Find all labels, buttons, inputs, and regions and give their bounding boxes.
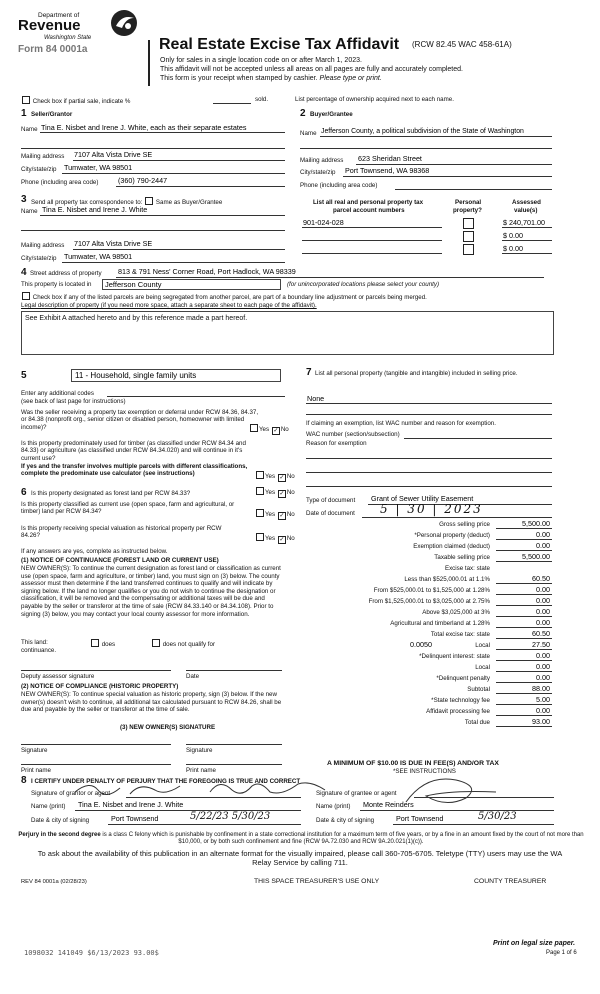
buyer-city[interactable]: Port Townsend, WA 98368 (345, 166, 430, 175)
tax-row-2-value[interactable]: 0.00 (536, 541, 550, 550)
tax-row-0-label: Gross selling price (439, 521, 490, 528)
reason-line-3[interactable] (306, 486, 552, 487)
parcel-acct-1[interactable]: 901-024-028 (303, 218, 344, 227)
tax-fee-0-value[interactable]: 0.00 (536, 651, 550, 660)
tax-row-3-label: Taxable selling price (434, 554, 490, 561)
does-not-checkbox[interactable] (152, 639, 160, 647)
tax-fee-0-label: *Delinquent interest: state (419, 653, 490, 660)
header-divider (148, 40, 150, 86)
tax-bracket-3-label: Above $3,025,000 at 3% (422, 609, 490, 616)
buyer-name-line (320, 136, 552, 137)
seller-city-label: City/state/zip (21, 166, 57, 173)
yes-label: Yes (265, 511, 276, 518)
if-yes-note: If any answers are yes, complete as instructed below. (21, 548, 168, 555)
personal-property-line-2 (306, 414, 552, 415)
street-addr[interactable]: 813 & 791 Ness' Corner Road, Port Hadlock, WA 98339 (118, 267, 296, 276)
q-exemption-no-checkbox[interactable]: ✓ (273, 428, 279, 434)
perjury-notice (18, 832, 584, 846)
parcel-acct-line-2 (302, 240, 442, 241)
tax-fee-6-label: Total due (464, 719, 490, 726)
s3-name-label: Name (21, 208, 38, 215)
legal-desc-label: Legal description of property (if you need more space, attach a separate sheet to each page of the affidavit). (21, 302, 317, 309)
tax-fee-2-value[interactable]: 0.00 (536, 673, 550, 682)
header-line-3 (160, 75, 382, 83)
no-label: No (286, 535, 295, 542)
parcel-value-line-2 (502, 240, 552, 241)
does-not-option (151, 639, 215, 649)
does-label: does (101, 641, 116, 648)
owner-print-line-1[interactable] (21, 764, 171, 765)
header-line-3-italic: Please type or print. (319, 75, 382, 82)
grantor-name-label: Name (print) (31, 803, 66, 810)
q-historic-yes-checkbox[interactable] (256, 533, 264, 541)
section-2-number: 2 (300, 108, 306, 119)
parcel-value-1[interactable]: $ 240,701.00 (503, 218, 545, 227)
same-as-buyer-label: Same as Buyer/Grantee (155, 199, 223, 206)
q-timber-text: Is this property predominately used for timber (as classified under RCW 84.34 and 84.33) or agriculture (as classified under RCW 84.34.020) and will continue in it's current use? (21, 440, 246, 462)
recording-stamp: 1098032 141049 $6/13/2023 93.00$ (24, 949, 159, 957)
tax-bracket-4-label: Agricultural and timberland at 1.28% (390, 620, 490, 627)
located-label: This property is located in (21, 281, 92, 288)
ownership-note: List percentage of ownership acquired next to each name. (295, 96, 454, 103)
parcel-header-2: Personal (455, 199, 482, 206)
dept-big: Revenue (18, 17, 81, 34)
street-addr-line (116, 277, 544, 278)
local-line (496, 649, 552, 650)
use-code-select[interactable] (71, 369, 281, 382)
deputy-date-line[interactable] (186, 670, 282, 671)
deputy-signature-label: Deputy assessor signature (21, 673, 95, 680)
tax-row-2-line (496, 550, 552, 551)
grantor-date-line (108, 824, 301, 825)
s3-blank-line (21, 230, 285, 231)
notice-2-text: NEW OWNER(S): To continue special valuation as historic property, sign (3) below. If the new owner(s) doesn't wish to continue, all additional tax calculated pursuant to RCW 84.26, shall be due and payable by the seller or transferor at the time of sale. (21, 691, 282, 714)
legal-paper-note: Print on legal size paper. (493, 940, 576, 947)
partial-sale-checkbox[interactable] (22, 96, 30, 104)
header-line-3-text: This form is your receipt when stamped by cashier. (160, 75, 318, 82)
personal-property-label: List all personal property (tangible and intangible) included in selling price. (315, 370, 518, 377)
buyer-name-label: Name (300, 130, 317, 137)
partial-sold: sold. (255, 96, 269, 103)
deputy-signature-line[interactable] (21, 670, 171, 671)
q-current-use-text: Is this property classified as current use (open space, farm and agricultural, or timber) land per RCW 84.34? (21, 501, 235, 516)
grantee-date-line (393, 824, 554, 825)
grantee-name[interactable]: Monte Reinders (363, 800, 414, 809)
tax-row-1-value[interactable]: 0.00 (536, 530, 550, 539)
grantee-city[interactable]: Port Townsend (396, 814, 444, 823)
yes-label: Yes (265, 535, 276, 542)
buyer-addr-line (356, 164, 552, 165)
q-timber-yes-checkbox[interactable] (256, 471, 264, 479)
personal-property-value[interactable]: None (307, 394, 325, 403)
revision: REV 84 0001a (02/28/23) (21, 879, 87, 885)
grantor-city[interactable]: Port Townsend (111, 814, 159, 823)
tax-total-state-label: Total excise tax: state (430, 631, 490, 638)
see-instructions: *SEE INSTRUCTIONS (393, 768, 456, 775)
q-current-use-no-checkbox[interactable]: ✓ (279, 513, 285, 519)
wac-label: WAC number (section/subsection) (306, 431, 400, 438)
additional-codes-line[interactable] (107, 396, 285, 397)
doc-date-label: Date of document (306, 510, 355, 517)
tax-total-state-value[interactable]: 60.50 (532, 629, 550, 638)
section-7-number: 7 (306, 367, 312, 378)
dept-small: Department of (38, 12, 80, 19)
s3-city-label: City/state/zip (21, 255, 57, 262)
unincorp-note: (for unincorporated locations please select your county) (287, 281, 440, 288)
does-checkbox[interactable] (91, 639, 99, 647)
q-forest-text: Is this property designated as forest land per RCW 84.33? (31, 490, 191, 497)
tax-bracket-0-label: Less than $525,000.01 at 1.1% (404, 576, 490, 583)
section-6-number: 6 (21, 487, 27, 498)
segregated-row (21, 292, 427, 302)
county-value: Jefferson County (105, 280, 162, 289)
deputy-date-label: Date (186, 673, 200, 680)
seller-city-line (62, 173, 285, 174)
buyer-heading: Buyer/Grantee (310, 111, 353, 118)
tax-row-1-label: *Personal property (deduct) (414, 532, 490, 539)
form-number: Form 84 0001a (18, 44, 88, 55)
grantor-date-label: Date & city of signing (31, 817, 90, 824)
tax-fee-6-line (496, 726, 552, 727)
see-back-note: (see back of last page for instructions) (21, 398, 126, 405)
tax-fee-1-label: Local (475, 664, 490, 671)
tax-fee-2-line (496, 682, 552, 683)
tax-row-0-line (496, 528, 552, 529)
excise-tax-state-label: Excise tax: state (444, 565, 490, 572)
tax-bracket-1-line (496, 594, 552, 595)
s3-name-line (40, 215, 285, 216)
grantor-sig-label: Signature of grantor or agent (31, 790, 111, 797)
seller-addr[interactable]: 7107 Alta Vista Drive SE (74, 150, 153, 159)
buyer-addr[interactable]: 623 Sheridan Street (358, 154, 422, 163)
tax-fee-5-value[interactable]: 0.00 (536, 706, 550, 715)
certify-text: I CERTIFY UNDER PENALTY OF PERJURY THAT THE FOREGOING IS TRUE AND CORRECT (31, 778, 301, 785)
q-timber-bold: If yes and the transfer involves multiple parcels with different classifications, complete the predominate use calculator (see instructions) (21, 463, 248, 478)
tax-correspondence-label: Send all property tax correspondence to: (31, 199, 143, 206)
tax-bracket-0-value[interactable]: 60.50 (532, 574, 550, 583)
owner-sig-label-2: Signature (186, 747, 213, 754)
same-as-buyer-checkbox[interactable] (145, 197, 153, 205)
additional-codes-label: Enter any additional codes (21, 390, 94, 397)
section-8-number: 8 (21, 775, 27, 786)
doc-date[interactable]: 5 | 30 | 2023 (380, 502, 483, 516)
tax-fee-5-line (496, 715, 552, 716)
no-label: No (286, 511, 295, 518)
grantor-date[interactable]: 5/22/23 5/30/23 (190, 811, 271, 822)
seller-phone-line (116, 186, 285, 187)
parcel-acct-line-3 (302, 253, 442, 254)
tax-fee-3-line (496, 693, 552, 694)
seller-name-line (40, 132, 285, 133)
q-exemption-yes-checkbox[interactable] (250, 424, 258, 432)
grantee-date[interactable]: 5/30/23 (478, 811, 517, 822)
parcel-value-3[interactable]: $ 0.00 (503, 244, 523, 253)
q-timber-answer (255, 471, 295, 482)
buyer-blank-line (300, 148, 552, 149)
form-rcw: (RCW 82.45 WAC 458-61A) (412, 40, 512, 49)
header-line-1: Only for sales in a single location code on or after March 1, 2023. (160, 57, 362, 64)
minimum-note: A MINIMUM OF $10.00 IS DUE IN FEE(S) AND/OR TAX (327, 760, 499, 767)
section-4-number: 4 (21, 267, 27, 278)
buyer-phone-line (395, 189, 552, 190)
buyer-addr-label: Mailing address (300, 157, 344, 164)
q-current-use-answer (255, 509, 295, 520)
tax-bracket-2-value[interactable]: 0.00 (536, 596, 550, 605)
q-exemption-text: Was the seller receiving a property tax exemption or deferral under RCW 84.36, 84.37, or 84.38 (nonprofit org., senior citizen or disabled person, homeowner with limited income)? (21, 409, 259, 431)
tax-calculation (300, 521, 554, 751)
partial-percent-field[interactable] (213, 103, 251, 104)
tax-fee-4-value[interactable]: 5.00 (536, 695, 550, 704)
owner-sig-line-2[interactable] (186, 744, 282, 745)
tax-fee-2-label: *Delinquent penalty (436, 675, 490, 682)
notice-3-title: (3) NEW OWNER(S) SIGNATURE (120, 724, 216, 731)
notice-2-title: (2) NOTICE OF COMPLIANCE (HISTORIC PROPERTY) (21, 683, 179, 690)
does-option (90, 639, 115, 649)
parcel-header-1: List all real and personal property tax (313, 199, 424, 206)
s3-city-line (62, 262, 285, 263)
seller-phone-label: Phone (including area code) (21, 179, 99, 186)
parcel-header-3: Assessed (512, 199, 541, 206)
tax-fee-3-label: Subtotal (467, 686, 490, 693)
tax-row-3-line (496, 561, 552, 562)
tax-fee-4-line (496, 704, 552, 705)
wac-line[interactable] (404, 438, 552, 439)
legal-description-text: See Exhibit A attached hereto and by this reference made a part hereof. (25, 315, 248, 322)
q-forest-yes-checkbox[interactable] (256, 487, 264, 495)
tax-bracket-1-value[interactable]: 0.00 (536, 585, 550, 594)
segregated-checkbox[interactable] (22, 292, 30, 300)
doc-date-line (362, 517, 552, 518)
section-3-number: 3 (21, 194, 27, 205)
grantee-name-label: Name (print) (316, 803, 351, 810)
parcel-value-line-3 (502, 253, 552, 254)
seller-addr-label: Mailing address (21, 153, 65, 160)
partial-sale-row (21, 96, 130, 106)
buyer-phone-label: Phone (including area code) (300, 182, 378, 189)
seller-name-label: Name (21, 126, 38, 133)
state-label: Washington State (44, 35, 92, 41)
grantee-date-label: Date & city of signing (316, 817, 375, 824)
treasurer-use: THIS SPACE TREASURER'S USE ONLY (254, 878, 380, 885)
parcel-header-1b: parcel account numbers (333, 207, 405, 214)
q-historic-text: Is this property receiving special valuation as historical property per RCW 84.26? (21, 525, 222, 540)
grantee-sig-label: Signature of grantee or agent (316, 790, 397, 797)
tax-fee-3-value[interactable]: 88.00 (532, 684, 550, 693)
q-historic-answer (255, 533, 295, 544)
grantor-name[interactable]: Tina E. Nisbet and Irene J. White (78, 800, 184, 809)
perjury-bold: Perjury in the second degree (18, 832, 101, 838)
reason-line-1[interactable] (306, 458, 552, 459)
personal-property-checkbox-1[interactable] (463, 218, 474, 229)
seller-name[interactable]: Tina E. Nisbet and Irene J. White, each as their separate estates (41, 123, 247, 132)
tax-bracket-3-value[interactable]: 0.00 (536, 607, 550, 616)
personal-property-line-1 (306, 403, 552, 404)
personal-property-checkbox-3[interactable] (463, 244, 474, 255)
q-forest-no-checkbox[interactable]: ✓ (279, 491, 285, 497)
street-addr-label: Street address of property (30, 270, 102, 277)
dor-logo (16, 8, 146, 92)
tax-bracket-3-line (496, 616, 552, 617)
grantee-name-line (360, 810, 554, 811)
tax-bracket-0-line (496, 583, 552, 584)
owner-sig-line-1[interactable] (21, 744, 171, 745)
tax-fee-5-label: Affidavit processing fee (426, 708, 490, 715)
section-1-number: 1 (21, 108, 27, 119)
q-current-use-yes-checkbox[interactable] (256, 509, 264, 517)
this-land-label: This land: (21, 639, 48, 646)
q-forest-answer (255, 487, 295, 498)
s3-city[interactable]: Tumwater, WA 98501 (64, 252, 133, 261)
doc-type-label: Type of document (306, 497, 356, 504)
yes-label: Yes (265, 489, 276, 496)
continuance-label: continuance. (21, 647, 57, 654)
tax-row-0-value[interactable]: 5,500.00 (522, 519, 550, 528)
segregated-label: Check box if any of the listed parcels are being segregated from another parcel, are part of a boundary line adjustment or parcels being merged. (32, 294, 427, 301)
seller-addr-line (73, 160, 285, 161)
yes-label: Yes (259, 426, 270, 433)
tax-row-3-value[interactable]: 5,500.00 (522, 552, 550, 561)
owner-print-line-2[interactable] (186, 764, 282, 765)
does-not-label: does not qualify for (162, 641, 216, 648)
q-timber-no-checkbox[interactable]: ✓ (279, 475, 285, 481)
exemption-label: If claiming an exemption, list WAC number and reason for exemption. (306, 420, 496, 427)
buyer-city-line (343, 176, 552, 177)
owner-print-label-2: Print name (186, 767, 216, 774)
buyer-city-label: City/state/zip (300, 169, 336, 176)
accessibility-notice: To ask about the availability of this publication in an alternate format for the visually impaired, please call 360-705-6705. Teletype (TTY) users may use the WA Relay Service by calling 711. (37, 849, 563, 867)
yes-label: Yes (265, 473, 276, 480)
tax-row-2-label: Exemption claimed (deduct) (413, 543, 490, 550)
tax-bracket-2-line (496, 605, 552, 606)
county-select[interactable] (102, 279, 281, 290)
seller-heading: Seller/Grantor (31, 111, 73, 118)
use-code-value: 11 - Household, single family units (75, 371, 197, 380)
local-value[interactable]: 27.50 (532, 640, 550, 649)
parcel-acct-line-1 (302, 227, 442, 228)
section-5-number: 5 (21, 370, 27, 381)
perjury-text: is a class C felony which is punishable by confinement in a state correctional institution for a maximum term of five years, or by a fine in an amount fixed by the court of not more than $10,000, or by both such confinement and fine (RCW 9A.72.030 and RCW 9A.20.021(1)(c)). (100, 832, 584, 846)
tax-fee-0-line (496, 660, 552, 661)
s3-addr-label: Mailing address (21, 242, 65, 249)
partial-sale-label: Check box if partial sale, indicate % (32, 98, 131, 105)
tax-fee-4-label: *State technology fee (431, 697, 490, 704)
seller-phone[interactable]: (360) 790-2447 (118, 176, 168, 185)
tax-bracket-1-label: From $525,000.01 to $1,525,000 at 1.28% (373, 587, 490, 594)
reason-label: Reason for exemption (306, 440, 367, 447)
form-title: Real Estate Excise Tax Affidavit (159, 36, 400, 53)
s3-name[interactable]: Tina E. Nisbet and Irene J. White (42, 205, 148, 214)
q-historic-no-checkbox[interactable]: ✓ (279, 537, 285, 543)
seller-city[interactable]: Tumwater, WA 98501 (64, 163, 133, 172)
no-label: No (286, 489, 295, 496)
s3-addr[interactable]: 7107 Alta Vista Drive SE (74, 239, 153, 248)
tax-total-state-line (496, 638, 552, 639)
header-line-2: This affidavit will not be accepted unless all areas on all pages are fully and accurately completed. (160, 66, 463, 73)
q-exemption-answer (249, 424, 289, 435)
parcel-value-2[interactable]: $ 0.00 (503, 231, 523, 240)
tax-fee-1-line (496, 671, 552, 672)
tax-bracket-2-label: From $1,525,000.01 to $3,025,000 at 2.75% (368, 598, 490, 605)
reason-line-2[interactable] (306, 472, 552, 473)
buyer-name[interactable]: Jefferson County, a political subdivision of the State of Washington (321, 128, 524, 135)
local-label: Local (475, 642, 490, 649)
notice-1-text: NEW OWNER(S): To continue the current designation as forest land or classification as current use (open space, farm and agriculture, or timber) land, you must sign on (3) below. The county assessor must then determine if the land transferred continues to qualify and will indicate by signing below. If the land no longer qualifies or you do not wish to continue the designation or classification, it will be removed and the compensating or additional taxes will be due and payable by the seller or transferor at the time of sale (RCW 84.33.140 or 84.34.108). Prior to signing (3) below, you may contact your local county assessor for more information. (21, 565, 281, 618)
s3-addr-line (73, 249, 285, 250)
parcel-value-line-1 (502, 227, 552, 228)
tax-fee-1-value[interactable]: 0.00 (536, 662, 550, 671)
legal-description-box[interactable] (21, 311, 554, 355)
tax-bracket-4-line (496, 627, 552, 628)
notice-1-title: (1) NOTICE OF CONTINUANCE (FOREST LAND OR CURRENT USE) (21, 557, 219, 564)
county-treasurer: COUNTY TREASURER (474, 878, 547, 885)
doc-type[interactable]: Grant of Sewer Utility Easement (371, 494, 474, 503)
tax-row-1-line (496, 539, 552, 540)
tax-fee-6-value[interactable]: 93.00 (532, 717, 550, 726)
seller-blank-line (21, 148, 285, 149)
no-label: No (280, 426, 289, 433)
owner-sig-label-1: Signature (21, 747, 48, 754)
tax-bracket-4-value[interactable]: 0.00 (536, 618, 550, 627)
swoosh-icon (108, 8, 140, 38)
personal-property-checkbox-2[interactable] (463, 231, 474, 242)
parcel-header-3b: value(s) (514, 207, 538, 214)
no-label: No (286, 473, 295, 480)
page-number: Page 1 of 6 (546, 950, 577, 956)
local-rate: 0.0050 (410, 640, 432, 649)
owner-print-label-1: Print name (21, 767, 51, 774)
parcel-header-2b: property? (453, 207, 482, 214)
